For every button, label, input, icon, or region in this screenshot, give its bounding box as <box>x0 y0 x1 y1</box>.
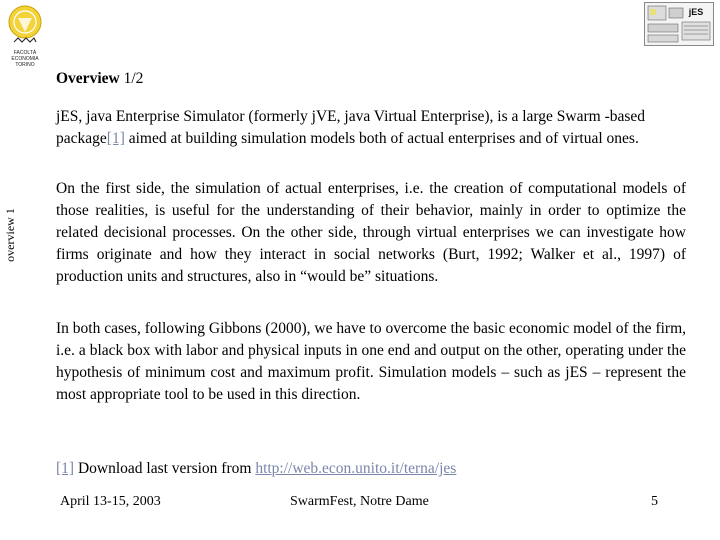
faculty-logo <box>4 4 46 68</box>
footer-date: April 13-15, 2003 <box>60 494 161 509</box>
paragraph-intro <box>56 106 696 150</box>
paragraph-actual-virtual: On the first side, the simulation of actual enterprises, i.e. the creation of computational models of those realities, is useful for the understanding of their behavior, mainly in order to optimize the related decisional processes. On the other side, through virtual enterprises we can investigate how firms originate and how they interact in social networks (Burt, 1992; Walker et al., 1997) of production units and structures, also in “would be” situations. <box>56 180 686 285</box>
footer-event: SwarmFest, Notre Dame <box>290 494 429 509</box>
title-rest: 1/2 <box>119 70 144 87</box>
download-url-link[interactable]: http://web.econ.unito.it/terna/jes <box>255 460 457 477</box>
paragraph-gibbons: In both cases, following Gibbons (2000), we have to overcome the basic economic model of the firm, i.e. a black box with labor and physical inputs in one end and output on the other, operating under the hypothesis of minimum cost and maximum profit. Simulation models – such as jES – represent the most appropriate tool to be used in this direction. <box>56 320 686 403</box>
slide-title <box>56 70 143 88</box>
footnote <box>56 458 686 480</box>
svg-text:jES: jES <box>688 7 704 17</box>
footnote-text: Download last version from <box>74 460 256 477</box>
side-section-label: overview 1 <box>3 208 17 262</box>
footnote-number-link[interactable]: [1] <box>56 460 75 477</box>
svg-text:ECONOMIA: ECONOMIA <box>11 56 39 62</box>
intro-text-before: jES, java Enterprise Simulator (formerly jVE, java Virtual Enterprise), is a large Swarm -based package <box>56 108 646 147</box>
page-number: 5 <box>651 494 658 509</box>
intro-text-after: aimed at building simulation models both of actual enterprises and of virtual ones. <box>124 130 639 147</box>
svg-text:FACOLTÀ: FACOLTÀ <box>13 50 37 56</box>
title-bold: Overview <box>56 70 120 87</box>
svg-text:TORINO: TORINO <box>15 62 35 68</box>
jes-logo <box>644 2 714 46</box>
footnote-ref-link[interactable]: [1] <box>106 130 125 147</box>
